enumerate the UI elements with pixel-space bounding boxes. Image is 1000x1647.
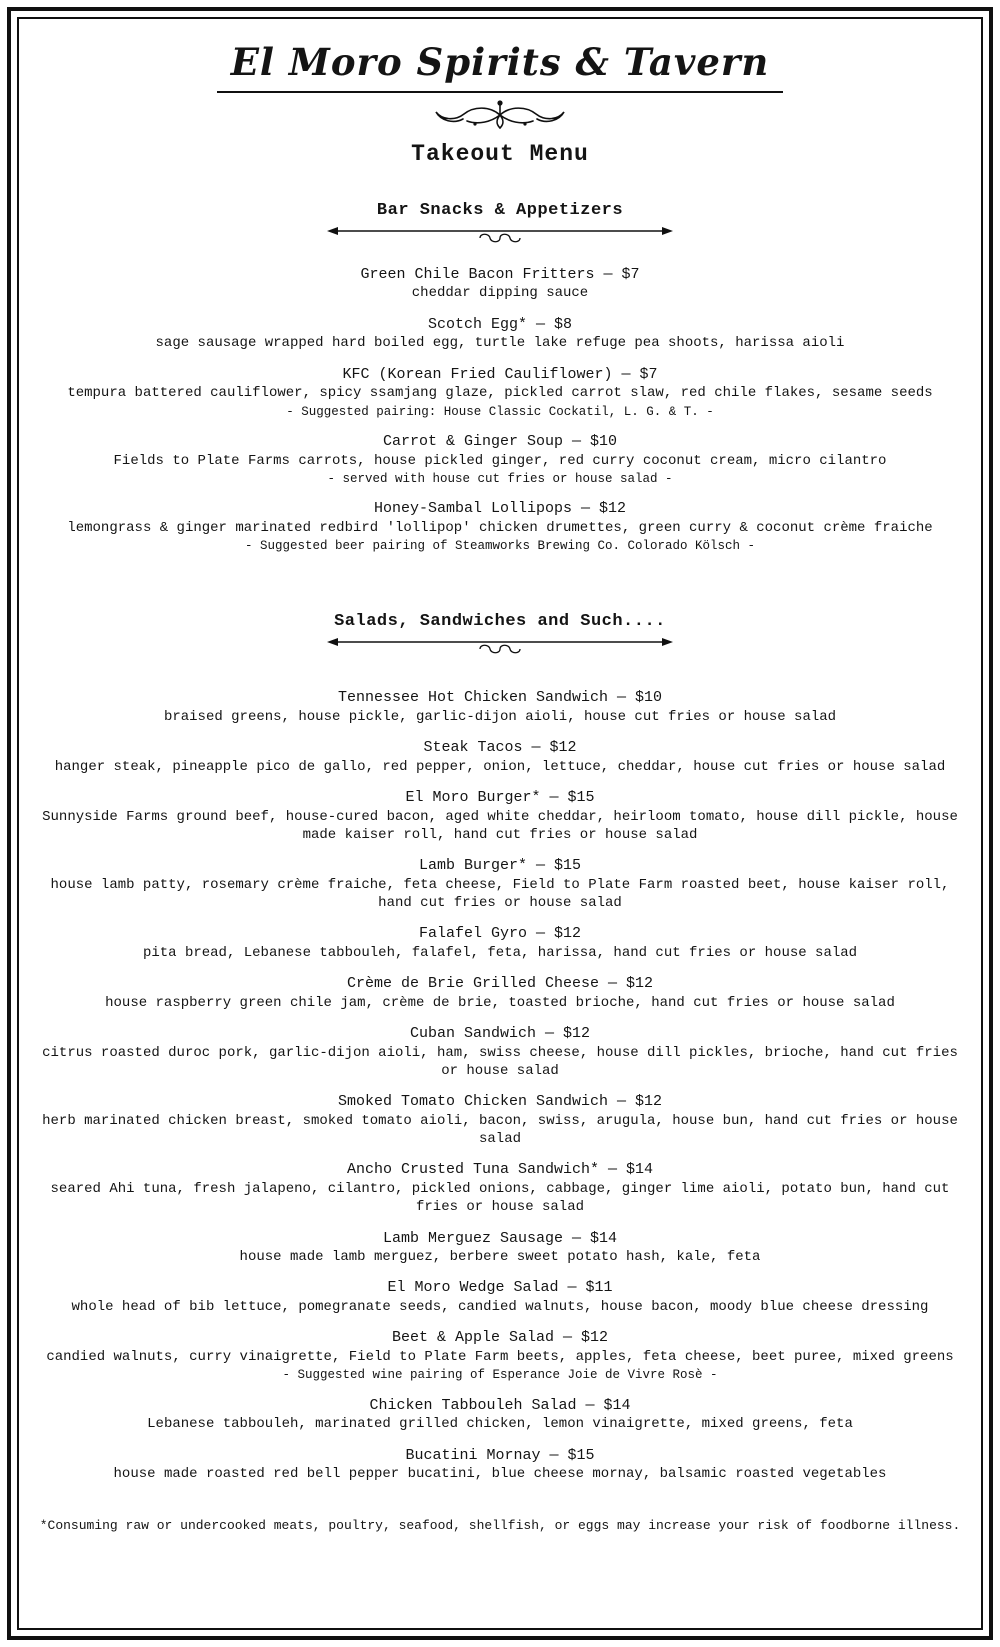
item-name: Honey-Sambal Lollipops — $12 (373, 499, 627, 517)
section-items (30, 689, 970, 1483)
menu-item (30, 689, 970, 726)
item-name: Scotch Egg* — $8 (427, 315, 573, 333)
item-description: tempura battered cauliflower, spicy ssamjang glaze, pickled carrot slaw, red chile flakes, sesame seeds (67, 385, 933, 402)
menu-item (30, 1279, 970, 1316)
item-name: Falafel Gyro — $12 (418, 925, 582, 943)
item-description: Lebanese tabbouleh, marinated grilled chicken, lemon vinaigrette, mixed greens, feta (147, 1416, 853, 1433)
section-title: Salads, Sandwiches and Such.... (334, 612, 666, 632)
item-name: Steak Tacos — $12 (423, 739, 577, 757)
menu-item (30, 316, 970, 353)
item-description: house lamb patty, rosemary crème fraiche, feta cheese, Field to Plate Farm roasted beet, house kaiser roll, hand cut fries or house salad (50, 876, 950, 912)
menu-item (30, 789, 970, 844)
menu-item (30, 1093, 970, 1148)
item-name: KFC (Korean Fried Cauliflower) — $7 (342, 365, 658, 383)
item-name: El Moro Wedge Salad — $11 (387, 1279, 613, 1297)
section-divider-icon (30, 635, 970, 655)
menu-item (30, 500, 970, 554)
item-description: whole head of bib lettuce, pomegranate seeds, candied walnuts, house bacon, moody blue cheese dressing (71, 1299, 929, 1316)
menu-item (30, 433, 970, 487)
item-name: Crème de Brie Grilled Cheese — $12 (346, 975, 654, 993)
menu-item (30, 975, 970, 1012)
item-name: Tennessee Hot Chicken Sandwich — $10 (337, 689, 663, 707)
menu-item (30, 739, 970, 776)
item-description: Sunnyside Farms ground beef, house-cured bacon, aged white cheddar, heirloom tomato, house dill pickle, house made kaiser roll, hand cut fries or house salad (42, 808, 958, 843)
menu-item (30, 925, 970, 962)
menu-item (30, 1447, 970, 1484)
menu-header (30, 42, 970, 167)
section-salads-sandwiches (30, 612, 970, 1483)
section-title: Bar Snacks & Appetizers (376, 200, 624, 220)
item-name: Carrot & Ginger Soup — $10 (382, 432, 618, 450)
section-divider-icon (30, 224, 970, 244)
item-description: lemongrass & ginger marinated redbird 'lollipop' chicken drumettes, green curry & coconut crème fraiche (67, 519, 933, 536)
item-name: Beet & Apple Salad — $12 (391, 1329, 609, 1347)
item-description: hanger steak, pineapple pico de gallo, red pepper, onion, lettuce, cheddar, house cut fries or house salad (54, 758, 946, 775)
item-pairing-note: - Suggested pairing: House Classic Cockatil, L. G. & T. - (286, 404, 714, 419)
item-description: house made roasted red bell pepper bucatini, blue cheese mornay, balsamic roasted vegetables (113, 1466, 887, 1483)
section-bar-snacks (30, 201, 970, 554)
item-pairing-note: - Suggested beer pairing of Steamworks Brewing Co. Colorado Kölsch - (244, 538, 756, 553)
menu-item (30, 1329, 970, 1383)
menu-item (30, 366, 970, 420)
item-name: Smoked Tomato Chicken Sandwich — $12 (337, 1093, 663, 1111)
item-name: Chicken Tabbouleh Salad — $14 (369, 1396, 631, 1414)
item-description: pita bread, Lebanese tabbouleh, falafel, feta, harissa, hand cut fries or house salad (142, 945, 858, 961)
menu-item (30, 857, 970, 912)
section-items (30, 266, 970, 554)
item-description: candied walnuts, curry vinaigrette, Field to Plate Farm beets, apples, feta cheese, beet puree, mixed greens (46, 1349, 954, 1366)
item-description: house made lamb merguez, berbere sweet potato hash, kale, feta (239, 1249, 761, 1266)
item-name: Green Chile Bacon Fritters — $7 (360, 265, 640, 283)
fleuron-ornament-icon (30, 99, 970, 131)
item-name: Lamb Merguez Sausage — $14 (382, 1229, 618, 1247)
menu-item (30, 1025, 970, 1080)
menu-title: Takeout Menu (411, 140, 589, 167)
menu-item (30, 1161, 970, 1216)
menu-item (30, 1230, 970, 1267)
item-name: Ancho Crusted Tuna Sandwich* — $14 (346, 1161, 654, 1179)
item-description: cheddar dipping sauce (411, 285, 589, 302)
footnote: *Consuming raw or undercooked meats, poultry, seafood, shellfish, or eggs may increase your risk of foodborne illness. (39, 1518, 961, 1534)
item-description: herb marinated chicken breast, smoked tomato aioli, bacon, swiss, arugula, house bun, hand cut fries or house salad (42, 1113, 958, 1148)
menu-item (30, 266, 970, 303)
item-description: seared Ahi tuna, fresh jalapeno, cilantro, pickled onions, cabbage, ginger lime aioli, potato bun, hand cut fries or house salad (50, 1181, 950, 1216)
item-description: Fields to Plate Farms carrots, house pickled ginger, red curry coconut cream, micro cilantro (113, 452, 887, 469)
item-name: Lamb Burger* — $15 (418, 857, 582, 875)
item-description: braised greens, house pickle, garlic-dijon aioli, house cut fries or house salad (163, 708, 837, 725)
item-description: sage sausage wrapped hard boiled egg, turtle lake refuge pea shoots, harissa aioli (155, 335, 845, 352)
item-name: Cuban Sandwich — $12 (409, 1025, 591, 1043)
item-description: citrus roasted duroc pork, garlic-dijon aioli, ham, swiss cheese, house dill pickles, brioche, hand cut fries or house salad (42, 1044, 958, 1080)
restaurant-name: El Moro Spirits & Tavern (217, 42, 784, 93)
item-pairing-note: - Suggested wine pairing of Esperance Joie de Vivre Rosè - (282, 1368, 718, 1383)
item-description: house raspberry green chile jam, crème de brie, toasted brioche, hand cut fries or house salad (105, 994, 895, 1011)
item-name: El Moro Burger* — $15 (405, 789, 595, 806)
item-pairing-note: - served with house cut fries or house salad - (327, 471, 673, 486)
menu-item (30, 1397, 970, 1434)
item-name: Bucatini Mornay — $15 (405, 1446, 595, 1464)
